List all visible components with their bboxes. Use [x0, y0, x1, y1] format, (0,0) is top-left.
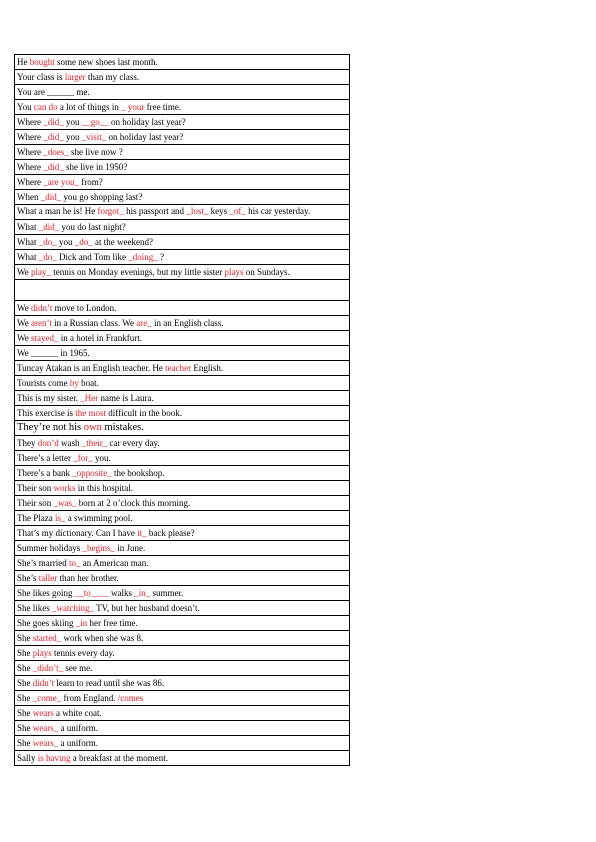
answer-text: _do_ [74, 236, 93, 247]
table-row [15, 300, 350, 315]
table-row [15, 705, 350, 720]
sentence-text: This exercise is [17, 407, 76, 418]
sentence-text: Where [17, 147, 44, 157]
sentence-cell [15, 190, 350, 205]
table-row [15, 264, 350, 279]
answer-text: _opposite_ [72, 467, 112, 478]
sentence-text: she live in 1950? [63, 162, 128, 172]
sentence-cell [15, 360, 350, 375]
sentence-cell [15, 510, 350, 525]
sentence-cell [15, 219, 350, 234]
answer-text: _come_ [32, 692, 62, 703]
sentence-text: work when she was 8. [61, 632, 144, 643]
sentence-cell [15, 495, 350, 510]
sentence-text: Where [17, 117, 44, 127]
sentence-text: move to London. [52, 302, 117, 313]
sentence-text: Their son [17, 482, 54, 493]
sentence-text: They [17, 437, 38, 448]
sentence-text: You are ______ me. [17, 87, 90, 97]
sentence-text: She [17, 692, 33, 703]
sentence-text: a breakfast at the moment. [70, 752, 168, 763]
answer-text: _do_ [38, 236, 57, 247]
answer-text: didn’t [31, 302, 53, 313]
sentence-cell [15, 300, 350, 315]
answer-text: is_ [54, 512, 66, 523]
sentence-text: She goes skiing [17, 617, 76, 628]
answer-text: _in [75, 617, 88, 628]
answer-text: plays [224, 266, 244, 277]
table-row [15, 249, 350, 264]
answer-text: _do_ [38, 251, 57, 262]
sentence-text: What [17, 251, 39, 262]
sentence-text: When [17, 192, 41, 202]
sentence-text: walks [108, 587, 135, 598]
sentence-text: see me. [63, 662, 93, 673]
sentence-text: an American man. [80, 557, 149, 568]
table-row [15, 510, 350, 525]
sentence-text: She [17, 662, 33, 673]
sentence-text: Summer holidays [17, 542, 83, 553]
table-row [15, 450, 350, 465]
sentence-text: This is my sister. [17, 392, 81, 403]
sentence-text: What a man he is! He [17, 206, 98, 216]
answer-text: teacher [165, 362, 192, 373]
answer-text: _are you_ [43, 177, 79, 187]
table-row [15, 234, 350, 249]
sentence-text: his passport and [123, 206, 187, 216]
sentence-cell [15, 480, 350, 495]
answer-text: didn’t [32, 677, 55, 688]
sentence-cell [15, 345, 350, 360]
answer-text: _their_ [81, 437, 108, 448]
answer-text: the most [75, 407, 106, 418]
answer-text: aren’t [31, 317, 52, 328]
sentence-text: back please? [146, 527, 195, 538]
sentence-cell [15, 600, 350, 615]
table-row [15, 160, 350, 175]
table-row [15, 585, 350, 600]
sentence-text: Where [17, 162, 44, 172]
sentence-cell [15, 750, 350, 765]
sentence-text: than her brother. [57, 572, 119, 583]
sentence-text: She [17, 647, 33, 658]
sentence-text: mistakes. [101, 421, 144, 433]
sentence-text: You [17, 102, 34, 112]
table-row [15, 345, 350, 360]
sentence-text: difficult in the book. [105, 407, 183, 418]
answer-text: _didn’t_ [32, 662, 64, 673]
sentence-cell [15, 330, 350, 345]
sentence-text: on holiday last year? [108, 117, 186, 127]
sentence-text: you [56, 236, 75, 247]
sentence-text: We [17, 317, 32, 328]
sentence-cell [15, 70, 350, 85]
sentence-text: The Plaza [17, 512, 55, 523]
sentence-text: you go shopping last? [61, 192, 143, 202]
sentence-text: TV, but her husband doesn’t. [94, 602, 200, 613]
answer-text: _in_ [134, 587, 151, 598]
answer-text: own [83, 421, 102, 433]
answer-text: _for_ [73, 452, 93, 463]
answer-text: forgot_ [97, 206, 124, 216]
sentence-text: We [17, 332, 32, 343]
answer-text: _Her [80, 392, 99, 403]
sentence-text: She likes [17, 602, 52, 613]
sentence-text: She [17, 707, 33, 718]
answer-text: _was_ [53, 497, 77, 508]
answer-text: larger [64, 72, 86, 82]
sentence-text: She likes going [17, 587, 75, 598]
table-row [15, 690, 350, 705]
sentence-text: a lot of things in [57, 102, 122, 112]
answer-text: _visit_ [81, 132, 107, 142]
table-row [15, 465, 350, 480]
sentence-text: a white coat. [53, 707, 102, 718]
answer-text: are_ [136, 317, 152, 328]
sentence-text: a uniform. [58, 737, 98, 748]
sentence-cell [15, 585, 350, 600]
answer-text: plays [32, 647, 52, 658]
sentence-text: She [17, 677, 33, 688]
sentence-text: Sally [17, 752, 38, 763]
sentence-cell [15, 264, 350, 279]
sentence-text: summer. [150, 587, 184, 598]
table-row [15, 630, 350, 645]
sentence-text: born at 2 o’clock this morning. [76, 497, 191, 508]
sentence-cell [15, 690, 350, 705]
answer-text: __to____ [74, 587, 109, 598]
sentence-cell [15, 735, 350, 750]
answer-text: _doing_ [128, 251, 158, 262]
sentence-text: There’s a letter [17, 452, 74, 463]
sentence-text: We [17, 302, 32, 313]
answer-text: /comes [117, 692, 144, 703]
table-row [15, 420, 350, 435]
sentence-text: Where [17, 132, 44, 142]
sentence-cell [15, 115, 350, 130]
sentence-cell [15, 315, 350, 330]
answer-text: _of_ [229, 206, 246, 216]
sentence-text: Dick and Tom like [56, 251, 129, 262]
answer-text: by [69, 377, 79, 388]
sentence-cell [15, 660, 350, 675]
sentence-cell [15, 234, 350, 249]
answer-text: don’d [37, 437, 59, 448]
sentence-text: in a hotel in Frankfurt. [58, 332, 143, 343]
sentence-cell [15, 175, 350, 190]
sentence-cell [15, 630, 350, 645]
sentence-text: at the weekend? [92, 236, 153, 247]
answer-text: _lost_ [186, 206, 209, 216]
sentence-text: We ______ in 1965. [17, 347, 90, 358]
table-row [15, 315, 350, 330]
table-row [15, 480, 350, 495]
answer-text: _begins_ [82, 542, 115, 553]
sentence-cell [15, 130, 350, 145]
sentence-text: She [17, 722, 33, 733]
sentence-cell [15, 55, 350, 70]
sentence-text: boat. [78, 377, 99, 388]
table-row [15, 205, 350, 220]
table-row [15, 115, 350, 130]
sentence-text: She [17, 632, 33, 643]
sentence-text: ? [157, 251, 164, 262]
answer-text: wears [32, 707, 54, 718]
answer-text: _did_ [40, 192, 62, 202]
sentence-cell [15, 279, 350, 300]
sentence-text: her free time. [87, 617, 138, 628]
table-row [15, 330, 350, 345]
table-row [15, 540, 350, 555]
sentence-text: tennis every day. [51, 647, 115, 658]
table-row [15, 435, 350, 450]
sentence-text: Where [17, 177, 44, 187]
sentence-text: Tuncay Atakan is an English teacher. He [17, 362, 166, 373]
table-row [15, 495, 350, 510]
sentence-text: wash [58, 437, 82, 448]
table-row [15, 55, 350, 70]
sentence-cell [15, 435, 350, 450]
answer-text: stayed_ [31, 332, 59, 343]
table-row [15, 190, 350, 205]
table-row [15, 600, 350, 615]
sentence-text: she live now ? [68, 147, 123, 157]
sentence-text: on Sundays. [243, 266, 290, 277]
answer-text: bought [29, 57, 55, 67]
sentence-text: She’s [17, 572, 39, 583]
table-row [15, 645, 350, 660]
sentence-text: from England. [61, 692, 118, 703]
sentence-cell [15, 570, 350, 585]
answer-text: wears_ [32, 722, 59, 733]
table-row [15, 405, 350, 420]
answer-text: _did_ [43, 162, 64, 172]
sentence-text: in a Russian class. We [51, 317, 137, 328]
sentence-text: There’s a bank [17, 467, 73, 478]
answer-text: to_ [69, 557, 81, 568]
sentence-text: in this hospital. [75, 482, 134, 493]
table-row [15, 720, 350, 735]
table-row [15, 130, 350, 145]
table-row [15, 570, 350, 585]
table-row [15, 675, 350, 690]
answer-text: _did_ [38, 221, 60, 232]
sentence-text: in June. [115, 542, 146, 553]
sentence-text: name is Laura. [98, 392, 154, 403]
sentence-text: Tourists come [17, 377, 70, 388]
table-row [15, 525, 350, 540]
sentence-text: than my class. [85, 72, 140, 82]
answer-text: play_ [31, 266, 52, 277]
sentence-text: from? [78, 177, 103, 187]
sentence-text: We [17, 266, 32, 277]
answer-text: taller [38, 572, 58, 583]
exercise-table [14, 54, 350, 766]
answer-text: _ your [121, 102, 145, 112]
sentence-text: What [17, 236, 39, 247]
sentence-cell [15, 249, 350, 264]
exercise-table-body [15, 55, 350, 766]
answer-text: it_ [137, 527, 147, 538]
sentence-text: you. [92, 452, 111, 463]
sentence-cell [15, 145, 350, 160]
table-row [15, 85, 350, 100]
sentence-cell [15, 375, 350, 390]
answer-text: _did_ [43, 132, 64, 142]
sentence-cell [15, 100, 350, 115]
table-row [15, 360, 350, 375]
sentence-text: a swimming pool. [65, 512, 133, 523]
table-row [15, 375, 350, 390]
sentence-cell [15, 465, 350, 480]
sentence-cell [15, 525, 350, 540]
answer-text: __go__ [81, 117, 109, 127]
answer-text: started_ [32, 632, 62, 643]
sentence-cell [15, 705, 350, 720]
sentence-text: What [17, 221, 39, 232]
sentence-text: you [63, 132, 82, 142]
sentence-cell [15, 85, 350, 100]
table-row [15, 279, 350, 300]
sentence-text: Their son [17, 497, 54, 508]
sentence-text: She’s married [17, 557, 69, 568]
sentence-text: He [17, 57, 30, 67]
sentence-text: She [17, 737, 33, 748]
sentence-cell [15, 615, 350, 630]
sentence-text: a uniform. [58, 722, 98, 733]
table-row [15, 615, 350, 630]
table-row [15, 660, 350, 675]
sentence-cell [15, 450, 350, 465]
sentence-cell [15, 390, 350, 405]
sentence-text: some new shoes last month. [54, 57, 158, 67]
sentence-text: car every day. [107, 437, 160, 448]
table-row [15, 555, 350, 570]
sentence-text: his car yesterday. [245, 206, 311, 216]
sentence-text: the bookshop. [111, 467, 165, 478]
sentence-text: learn to read until she was 86. [54, 677, 165, 688]
sentence-cell [15, 405, 350, 420]
table-row [15, 735, 350, 750]
sentence-text: on holiday last year? [106, 132, 184, 142]
answer-text: can do [33, 102, 58, 112]
sentence-text: keys [208, 206, 230, 216]
sentence-text: Your class is [17, 72, 65, 82]
answer-text: is having [37, 752, 71, 763]
sentence-cell [15, 720, 350, 735]
table-row [15, 70, 350, 85]
table-row [15, 175, 350, 190]
answer-text: _does_ [43, 147, 69, 157]
answer-text: _did_ [43, 117, 64, 127]
sentence-cell [15, 420, 350, 435]
sentence-cell [15, 540, 350, 555]
table-row [15, 390, 350, 405]
table-row [15, 100, 350, 115]
sentence-text: English. [191, 362, 224, 373]
table-row [15, 750, 350, 765]
sentence-cell [15, 205, 350, 220]
sentence-text: They’re not his [17, 421, 84, 433]
sentence-cell [15, 675, 350, 690]
sentence-text: you [63, 117, 82, 127]
sentence-text: free time. [144, 102, 182, 112]
answer-text: _watching_ [52, 602, 94, 613]
sentence-cell [15, 555, 350, 570]
table-row [15, 219, 350, 234]
sentence-text: tennis on Monday evenings, but my little sister [51, 266, 225, 277]
sentence-cell [15, 160, 350, 175]
sentence-text: That’s my dictionary. Can I have [17, 527, 138, 538]
sentence-cell [15, 645, 350, 660]
answer-text: works [53, 482, 76, 493]
sentence-text: in an English class. [151, 317, 224, 328]
sentence-text: you do last night? [59, 221, 126, 232]
answer-text: wears_ [32, 737, 59, 748]
table-row [15, 145, 350, 160]
